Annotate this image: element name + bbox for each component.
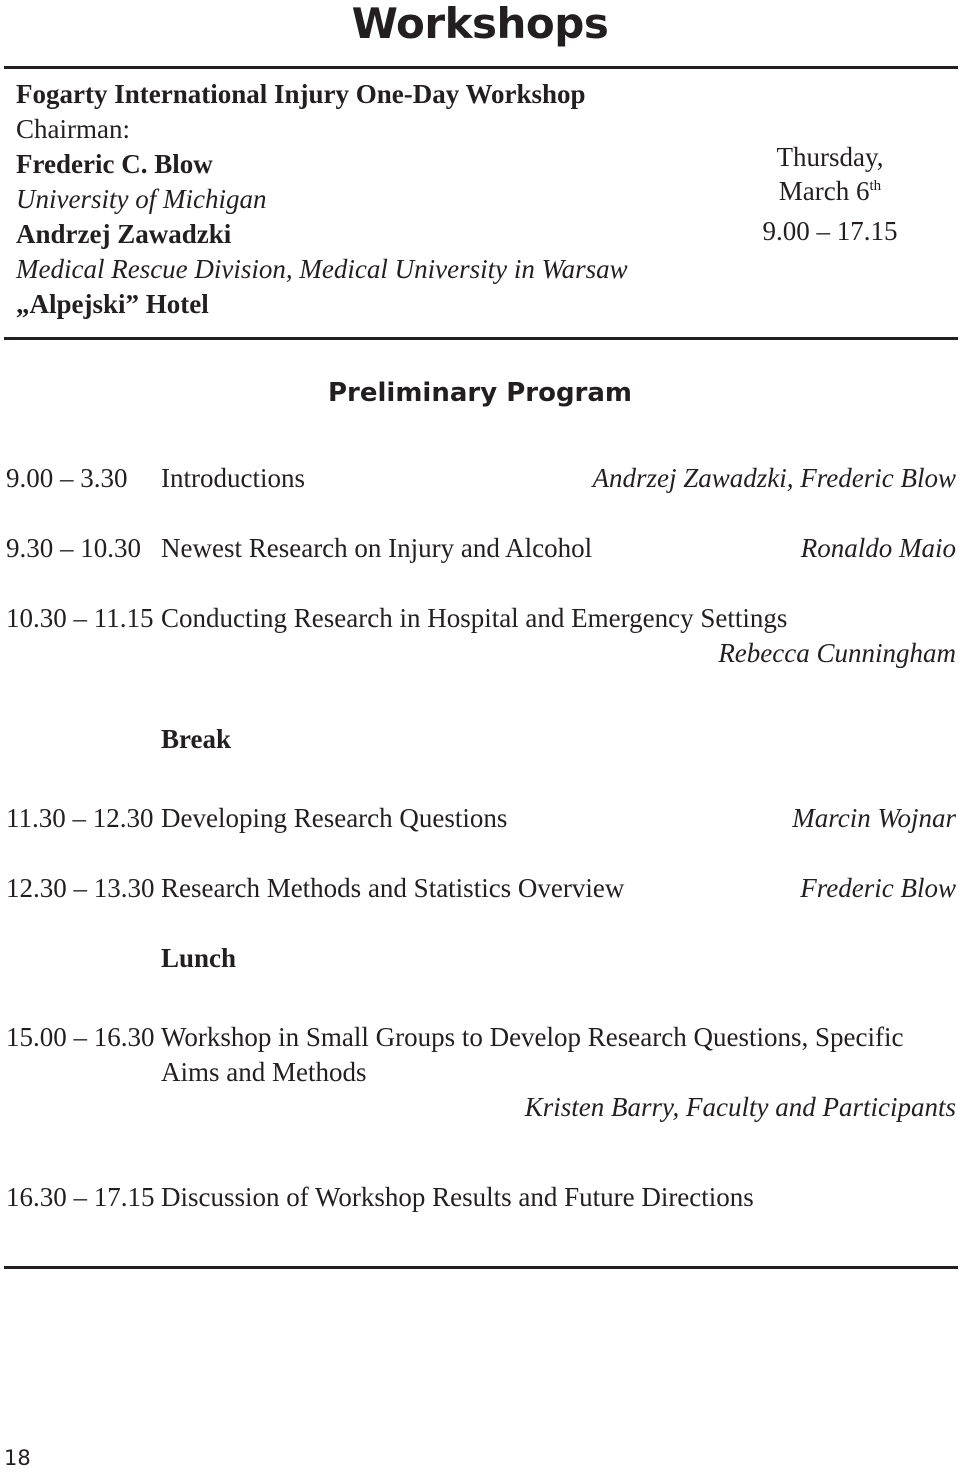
session-speaker: Ronaldo Maio: [800, 533, 956, 563]
top-divider: [4, 66, 958, 69]
session-time: 12.30 – 13.30: [6, 873, 155, 903]
header-divider: [4, 337, 958, 340]
session-title: Discussion of Workshop Results and Future Directions: [161, 1182, 754, 1212]
date-time-block: [740, 140, 920, 248]
chair-affiliation: University of Michigan: [16, 184, 267, 214]
session-speaker: Kristen Barry, Faculty and Participants: [524, 1092, 956, 1122]
session-time: 11.30 – 12.30: [6, 803, 154, 833]
session-title-continued: Aims and Methods: [161, 1057, 367, 1087]
date-suffix: th: [869, 178, 882, 194]
venue: „Alpejski” Hotel: [16, 289, 209, 319]
lunch-label: Lunch: [161, 943, 237, 973]
session-time: 15.00 – 16.30: [6, 1022, 155, 1052]
session-time: 9.00 – 3.30: [6, 463, 128, 493]
workshop-title: Fogarty International Injury One-Day Workshop: [16, 79, 586, 109]
session-title: Developing Research Questions: [161, 803, 508, 833]
workshop-time: 9.00 – 17.15: [762, 216, 898, 246]
chair-affiliation: Medical Rescue Division, Medical University in Warsaw: [16, 254, 628, 284]
chair-name: Frederic C. Blow: [16, 149, 213, 179]
day: Thursday,: [776, 142, 884, 172]
chair-name: Andrzej Zawadzki: [16, 219, 232, 249]
session-title: Newest Research on Injury and Alcohol: [161, 533, 593, 563]
session-row: [6, 1020, 956, 1125]
session-speaker: Marcin Wojnar: [792, 803, 956, 833]
session-speaker: Frederic Blow: [800, 873, 956, 903]
page-title: Workshops: [351, 0, 609, 48]
session-title: Workshop in Small Groups to Develop Research Questions, Specific: [161, 1022, 904, 1052]
session-time: 9.30 – 10.30: [6, 533, 141, 563]
session-speaker: Rebecca Cunningham: [718, 638, 956, 668]
date: [740, 174, 920, 208]
bottom-divider: [4, 1266, 958, 1269]
session-speaker: Andrzej Zawadzki, Frederic Blow: [592, 463, 956, 493]
program-title: Preliminary Program: [327, 378, 633, 408]
break-label: Break: [161, 724, 232, 754]
session-title: Conducting Research in Hospital and Emergency Settings: [161, 603, 788, 633]
workshop-info: [16, 77, 716, 322]
page-number: 18: [4, 1446, 31, 1470]
session-row: [6, 601, 956, 671]
session-time: 10.30 – 11.15: [6, 603, 154, 633]
session-title: Introductions: [161, 463, 305, 493]
date-main: March 6: [778, 176, 870, 206]
session-title: Research Methods and Statistics Overview: [161, 873, 625, 903]
chairman-label: Chairman:: [16, 114, 130, 144]
session-time: 16.30 – 17.15: [6, 1182, 155, 1212]
